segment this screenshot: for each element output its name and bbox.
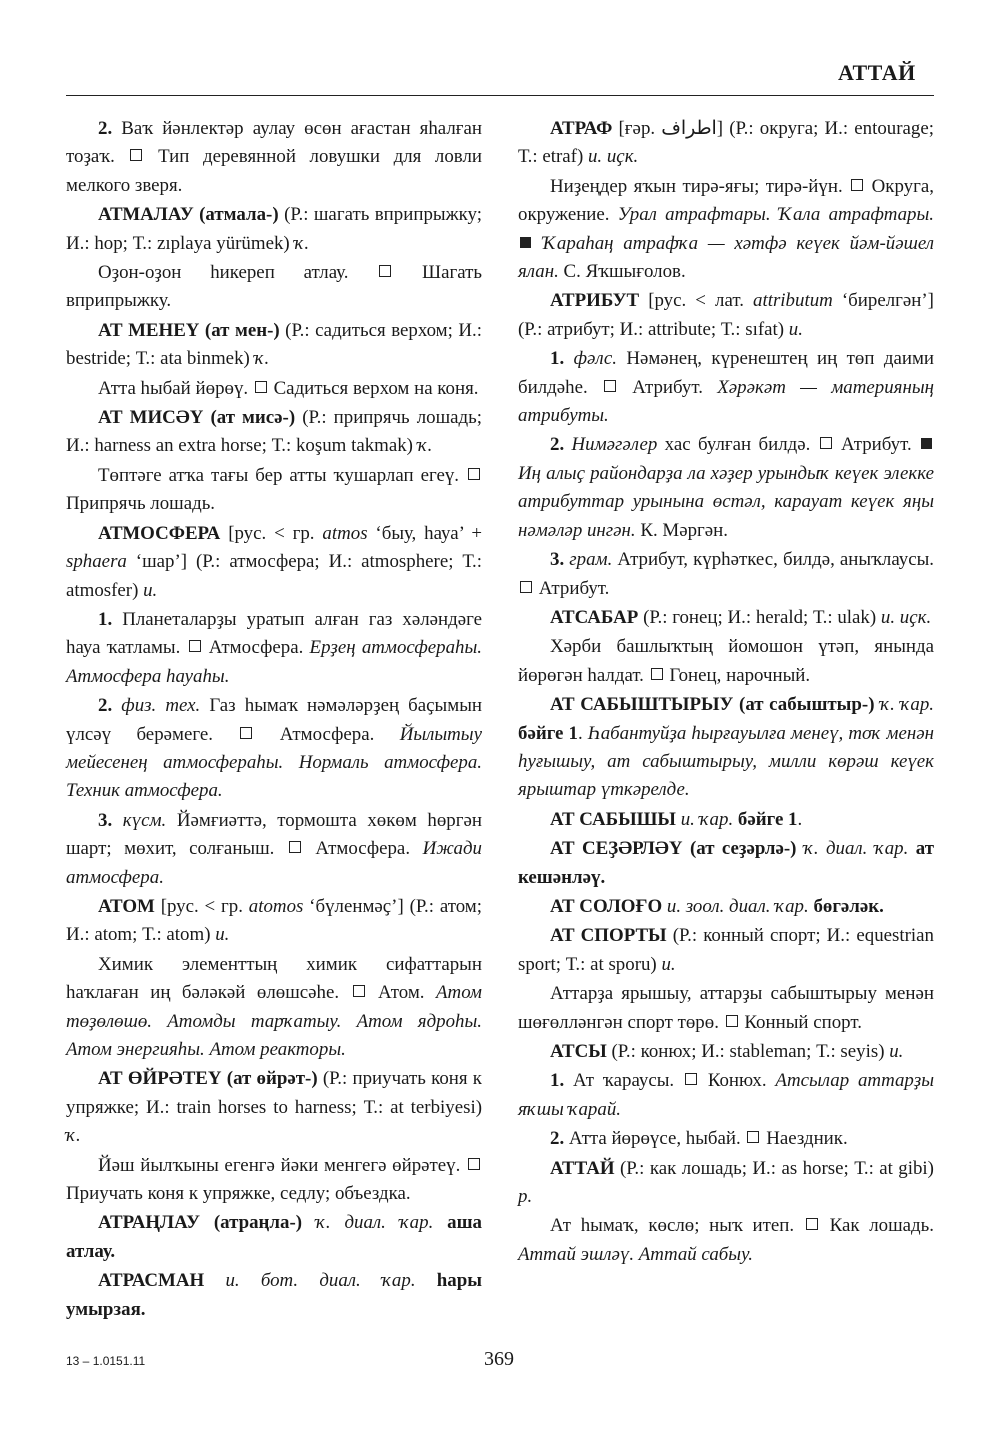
italic-text: и. бот. диал. ҡар.	[225, 1270, 416, 1292]
headword-text: АТ САБЫШЫ	[550, 808, 681, 830]
headword-text: АТТАЙ	[550, 1157, 620, 1179]
headword-text: АТ МЕНЕҮ (ат мен-)	[98, 319, 286, 341]
dictionary-paragraph	[66, 606, 482, 691]
body-text: Атом.	[366, 982, 437, 1004]
italic-text: ҡ.	[254, 348, 270, 370]
body-text: [ғәр. اطراف] (Р.: округа; И.: entourage; Т.: etraf)	[518, 118, 934, 168]
italic-text: Иң алыҫ райондарҙа ла хәҙер урындыҡ кеүек элекке атрибуттар урынына өстәл, карауат кеүек яңы нәмәләр ингән.	[518, 462, 934, 541]
italic-text: и.	[661, 953, 676, 975]
headword-text: АТРАФ	[550, 118, 619, 139]
white-square-icon	[468, 468, 480, 480]
italic-text: ҡ.	[417, 435, 433, 457]
body-text: Приучать коня к упряжке, седлу; объездка.	[66, 1183, 411, 1205]
white-square-icon	[747, 1131, 759, 1143]
body-text: Атрибут.	[618, 376, 718, 398]
headword-text: ат кешәнләү.	[518, 838, 934, 888]
body-text: ‘бирелгән’] (Р.: атрибут; И.: attribute; Т.: sıfat)	[518, 290, 934, 340]
headword-text: АТСЫ	[550, 1041, 612, 1062]
italic-text: sphaera	[66, 551, 127, 573]
dictionary-paragraph	[518, 835, 934, 892]
header-rule	[66, 95, 934, 96]
italic-text: и.	[889, 1041, 904, 1062]
dictionary-paragraph	[66, 1065, 482, 1150]
body-text: Нәмәнең, күренештең иң төп даими билдәһе.	[518, 348, 935, 398]
headword-text: 3.	[550, 549, 570, 571]
body-text: К. Мәргән.	[635, 519, 729, 541]
dictionary-paragraph	[518, 173, 934, 287]
headword-text: 2.	[98, 118, 122, 139]
white-square-icon	[726, 1015, 738, 1027]
white-square-icon	[806, 1218, 818, 1230]
italic-text: Ҡараһаң атрафҡа — хәтфә кеүек йәм-йәшел ялан.	[518, 232, 934, 283]
body-text: Йәш йылҡыны егенгә йәки менгегә өйрәтеү.	[98, 1154, 466, 1176]
dictionary-paragraph	[518, 691, 934, 805]
dictionary-paragraph	[518, 115, 934, 172]
italic-text: atmos	[322, 522, 368, 544]
body-text: (Р.: гонец; И.: herald; Т.: ulak)	[643, 606, 881, 628]
dictionary-paragraph	[66, 1267, 482, 1324]
black-square-icon	[921, 438, 932, 449]
body-text: Аттарҙа ярышыу, аттарҙы сабыштырыу менән шөғөлләнгән спорт төрө.	[518, 983, 934, 1033]
dictionary-paragraph	[518, 345, 934, 430]
body-text: .	[577, 722, 588, 744]
body-text: ‘бүленмәҫ’] (Р.: атом; И.: atom; Т.: atom)	[66, 895, 483, 946]
body-text: (Р.: садиться верхом; И.: bestride; Т.: ata binmek)	[66, 319, 482, 370]
body-text: Атмосфера.	[302, 838, 423, 860]
italic-text: физ. тех.	[121, 695, 201, 717]
white-square-icon	[289, 841, 301, 853]
italic-text: и. ҡар.	[680, 808, 734, 830]
body-text: Конный спорт.	[739, 1011, 862, 1033]
body-text: ‘шар’] (Р.: атмосфера; И.: atmosphere; Т.: atmosfer)	[66, 551, 482, 601]
italic-text: ҡ. диал. ҡар.	[315, 1212, 434, 1234]
italic-text: грам.	[569, 549, 613, 571]
dictionary-paragraph	[518, 287, 934, 344]
body-text: Атрибут.	[833, 434, 920, 456]
dictionary-paragraph	[66, 317, 482, 374]
body-text: Атмосфера.	[254, 723, 400, 745]
headword-text: АТМАЛАУ (атмала-)	[98, 204, 285, 226]
headword-text: 2.	[98, 695, 122, 717]
body-text: .	[797, 808, 803, 830]
white-square-icon	[240, 727, 252, 739]
left-column	[66, 115, 482, 1325]
italic-text: и.	[143, 579, 158, 601]
body-text: (Р.: как лошадь; И.: as horse; Т.: at gibi)	[620, 1157, 934, 1179]
body-text: Округа, окружение.	[518, 175, 934, 226]
body-text: Как лошадь.	[819, 1215, 934, 1237]
headword-text: 2.	[550, 1128, 569, 1150]
white-square-icon	[130, 149, 142, 161]
headword-text: АТРАҢЛАУ (атраңла-)	[98, 1212, 316, 1234]
headword-text: АТРАСМАН	[98, 1270, 226, 1292]
dictionary-paragraph	[518, 604, 934, 632]
body-text: (Р.: припрячь лошадь; И.: harness an extra horse; Т.: koşum takmak)	[66, 407, 482, 457]
italic-text: р.	[518, 1186, 533, 1208]
italic-text: Атом төҙөлөшө. Атомды тарҡатыу. Атом ядроһы. Атом энергияһы. Атом реакторы.	[66, 982, 482, 1060]
dictionary-paragraph	[66, 375, 482, 403]
white-square-icon	[189, 640, 201, 652]
white-square-icon	[468, 1158, 480, 1170]
italic-text: и. иҫк.	[880, 606, 932, 628]
body-text: (Р.: конюх; И.: stableman; Т.: seyis)	[611, 1041, 890, 1062]
dictionary-paragraph	[518, 431, 934, 545]
headword-text: бәйге 1	[518, 722, 578, 744]
body-text: Атта йөрөүсе, һыбай.	[568, 1128, 746, 1150]
dictionary-paragraph	[518, 1155, 934, 1212]
body-text: (Р.: конный спорт; И.: equestrian sport; Т.: at sporu)	[518, 925, 934, 975]
dictionary-paragraph	[518, 806, 934, 834]
body-text: Атрибут, күрһәткес, билдә, аныҡлаусы.	[612, 549, 935, 571]
dictionary-paragraph	[518, 893, 934, 921]
italic-text: күсм.	[122, 809, 167, 831]
headword-text: АТРИБУТ	[550, 290, 649, 312]
headword-text: 1.	[98, 608, 123, 630]
italic-text: Урал атрафтары. Ҡала атрафтары.	[617, 204, 934, 226]
headword-text: 1.	[550, 1070, 574, 1092]
body-text: Газ һымаҡ нәмәләрҙең баҫымын үлсәү берәмеге.	[66, 695, 483, 745]
italic-text: ҡ.	[294, 232, 310, 254]
body-text: (Р.: шагать вприпрыжку; И.: hop; Т.: zıplaya yürümek)	[66, 204, 482, 254]
italic-text: Аттай эшләү. Аттай сабыу.	[518, 1243, 753, 1265]
body-text: Тип деревянной ловушки для ловли мелкого зверя.	[66, 146, 482, 196]
italic-text: ҡ. ҡар.	[880, 694, 935, 716]
dictionary-paragraph	[66, 951, 482, 1065]
body-text: [рус. < лат.	[648, 290, 754, 312]
dictionary-paragraph	[66, 692, 482, 806]
headword-text: һары умырзая.	[66, 1270, 482, 1320]
body-text: Ваҡ йәнлектәр аулау өсөн ағастан яһалған тоҙаҡ.	[66, 118, 483, 168]
white-square-icon	[520, 581, 532, 593]
body-text: (Р.: приучать коня к упряжке; И.: train horses to harness; Т.: at terbiyesi)	[66, 1068, 482, 1118]
italic-text: ҡ.	[66, 1125, 81, 1147]
dictionary-paragraph	[66, 893, 482, 950]
headword-text: АТСАБАР	[550, 606, 644, 628]
headword-text: АТ СПОРТЫ	[550, 925, 673, 947]
dictionary-paragraph	[518, 1125, 934, 1153]
italic-text: Йылытыу мейесенең атмосфераһы. Нормаль атмосфера. Техник атмосфера.	[66, 723, 482, 802]
dictionary-paragraph	[518, 980, 934, 1037]
body-text: С. Яҡшығолов.	[558, 261, 686, 283]
dictionary-paragraph	[66, 1209, 482, 1266]
white-square-icon	[379, 265, 391, 277]
dictionary-paragraph	[66, 462, 482, 519]
dictionary-paragraph	[518, 1212, 934, 1269]
dictionary-paragraph	[66, 807, 482, 892]
dictionary-paragraph	[66, 201, 482, 258]
body-text: Конюх.	[698, 1070, 776, 1092]
dictionary-paragraph	[66, 520, 482, 605]
body-text: Йәмғиәттә, тормошта хөкөм һөргән шарт; мөхит, солғаныш.	[66, 809, 482, 860]
body-text: Төптәге атҡа тағы бер атты ҡушарлап егеү.	[98, 464, 466, 486]
headword-text: АТ СЕҘӘРЛӘҮ (ат сеҙәрлә-)	[550, 838, 804, 860]
italic-text: Нимәгәлер	[571, 434, 658, 456]
right-column	[518, 115, 934, 1270]
body-text: ‘быу, һауа’ +	[367, 522, 483, 544]
running-head: АТТАЙ	[838, 60, 916, 85]
headword-text: бәйге 1	[733, 808, 798, 830]
italic-text: и.	[215, 924, 230, 946]
body-text: Ат һымаҡ, көслө; ныҡ итеп.	[550, 1215, 804, 1237]
white-square-icon	[604, 380, 616, 392]
white-square-icon	[255, 381, 267, 393]
italic-text: Һабантуйҙа һырғауылға менеү, тоҡ менән һуғышыу, ат сабыштырыу, милли көрәш кеүек ярыштар үткәрелде.	[518, 722, 934, 801]
headword-text: 1.	[550, 348, 574, 370]
body-text: Хәрби башлыҡтың йомошон үтәп, янында йөрөгән һалдат.	[518, 636, 934, 686]
dictionary-paragraph	[518, 546, 934, 603]
body-text: Гонец, нарочный.	[664, 664, 811, 686]
italic-text: attributum	[753, 290, 833, 312]
page-number: 369	[484, 1348, 514, 1370]
dictionary-paragraph	[518, 633, 934, 690]
italic-text: и. зоол. диал. ҡар.	[666, 895, 809, 917]
italic-text: Атсылар аттарҙы яҡшы ҡарай.	[518, 1070, 934, 1120]
white-square-icon	[851, 179, 863, 191]
italic-text: и. иҫк.	[587, 146, 639, 168]
dictionary-paragraph	[66, 115, 482, 200]
white-square-icon	[685, 1073, 697, 1085]
headword-text: АТ СОЛОҒО	[550, 895, 667, 917]
body-text: Припрячь лошадь.	[66, 493, 216, 515]
dictionary-paragraph	[518, 922, 934, 979]
dictionary-paragraph	[518, 1067, 934, 1124]
white-square-icon	[651, 668, 663, 680]
body-text: Планеталарҙы уратып алған газ хәләндәге һауа ҡатламы.	[66, 608, 483, 659]
black-square-icon	[520, 237, 531, 248]
body-text: [рус. < гр.	[228, 522, 323, 544]
dictionary-paragraph	[66, 259, 482, 316]
headword-text: 3.	[98, 809, 123, 831]
italic-text: ҡ. диал. ҡар.	[803, 838, 909, 860]
headword-text: АТОМ	[98, 895, 161, 917]
dictionary-paragraph	[66, 1152, 482, 1209]
body-text: Химик элементтың химик сифаттарын һаҡлаған иң бәләкәй өлөшсәһе.	[66, 953, 482, 1004]
italic-text: Хәрәкәт — материяның атрибуты.	[518, 376, 934, 427]
headword-text: АТ МИСӘҮ (ат мисә-)	[98, 407, 303, 429]
white-square-icon	[353, 985, 365, 997]
headword-text: АТМОСФЕРА	[98, 522, 229, 544]
body-text: Садиться верхом на коня.	[268, 377, 479, 399]
italic-text: Ижади атмосфера.	[66, 838, 482, 888]
body-text: Атта һыбай йөрөү.	[98, 377, 253, 399]
headword-text: аша атлау.	[66, 1212, 482, 1262]
headword-text: 2.	[550, 434, 572, 456]
body-text: [рус. < гр.	[160, 895, 249, 917]
headword-text: бөгәләк.	[808, 895, 884, 917]
dictionary-paragraph	[518, 1038, 934, 1066]
body-text: Атрибут.	[534, 577, 610, 599]
body-text: хас булған билдә.	[657, 434, 818, 456]
dictionary-paragraph	[66, 404, 482, 461]
headword-text: АТ САБЫШТЫРЫУ (ат сабыштыр-)	[550, 694, 881, 716]
italic-text: atomos	[248, 895, 304, 917]
italic-text: Ерҙең атмосфераһы. Атмосфера һауаһы.	[66, 637, 482, 687]
headword-text: АТ ӨЙРӘТЕҮ (ат өйрәт-)	[98, 1068, 323, 1090]
italic-text: и.	[788, 318, 803, 340]
italic-text: фәлс.	[573, 348, 617, 370]
body-text: Ниҙеңдер яҡын тирә-яғы; тирә-йүн.	[550, 175, 850, 197]
white-square-icon	[820, 437, 832, 449]
signature-mark: 13 – 1.0151.11	[66, 1354, 146, 1368]
body-text: Ат ҡараусы.	[573, 1070, 683, 1092]
body-text: Шагать вприпрыжку.	[66, 262, 482, 312]
body-text: Оҙон-оҙон һикереп атлау.	[98, 262, 378, 284]
body-text: Атмосфера.	[202, 637, 310, 659]
body-text: Наездник.	[761, 1128, 848, 1150]
